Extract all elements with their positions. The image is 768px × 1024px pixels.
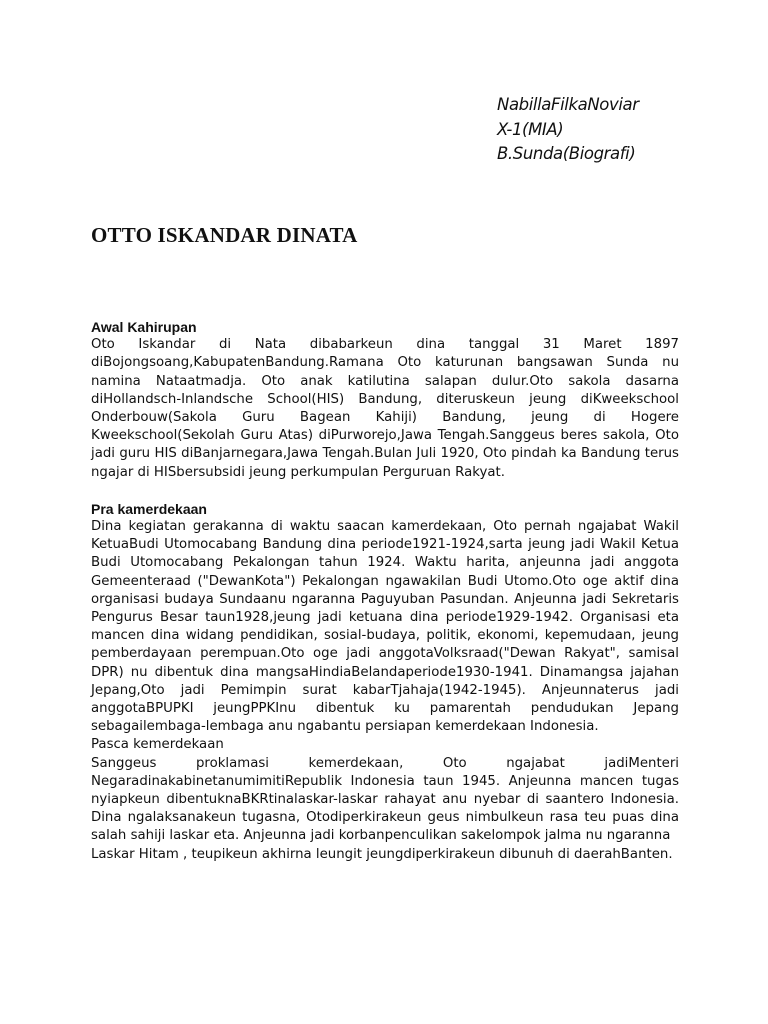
paragraph-pra: Dina kegiatan gerakanna di waktu saacan kamerdekaan, Oto pernah ngajabat Wakil KetuaBudi Utomocabang Bandung dina periode1921-1924,sarta jeung jadi Wakil Ketua Budi Utomocabang Pekalongan tahun 1924. Waktu harita, anjeunna jadi anggota Gemeenteraad ("DewanKota") Pekalongan ngawakilan Budi Utomo.Oto oge aktif dina organisasi budaya Sundaanu ngaranna Paguyuban Pasundan. Anjeunna jadi Sekretaris Pengurus Besar taun1928,jeung jadi ketuana dina periode1929-1942. Organisasi eta mancen dina widang pendidikan, sosial-budaya, politik, ekonomi, kepemudaan, jeung pemberdayaan perempuan.Oto oge jadi anggotaVolksraad("Dewan Rakyat", samisal DPR) nu dibentuk dina mangsaHindiaBelandaperiode1930-1941. Dinamangsa jajahan Jepang,Oto jadi Pemimpin surat kabarTjahaja(1942-1945). Anjeunnaterus jadi anggotaBPUPKI jeungPPKInu dibentuk ku pamarentah pendudukan Jepang sebagailembaga-lembaga anu ngabantu persiapan kemerdekaan Indonesia. — [91, 519, 679, 735]
section-heading-awal: Awal Kahirupan — [91, 319, 197, 335]
author-header — [497, 93, 747, 167]
section-heading-pra: Pra kamerdekaan — [91, 500, 207, 517]
document-body — [91, 318, 679, 864]
paragraph-pasca-2: Laskar Hitam , teupikeun akhirna leungit jeungdiperkirakeun dibunuh di daerahBanten. — [91, 846, 673, 862]
section-heading-pasca: Pasca kemerdekaan — [91, 737, 224, 753]
author-class: X-1(MIA) — [497, 119, 564, 139]
author-name: NabillaFilkaNoviar — [497, 95, 639, 114]
paragraph-awal: Oto Iskandar di Nata dibabarkeun dina tanggal 31 Maret 1897 diBojongsoang,KabupatenBandung.Ramana Oto katurunan bangsawan Sunda nu namina Nataatmadja. Oto anak katilutina salapan dulur.Oto sakola dasarna diHollandsch-Inlandsche School(HIS) Bandung, diteruskeun jeung diKweekschool Onderbouw(Sakola Guru Bagean Kahiji) Bandung, jeung di Hogere Kweekschool(Sekolah Guru Atas) diPurworejo,Jawa Tengah.Sanggeus beres sakola, Oto jadi guru HIS diBanjarnegara,Jawa Tengah.Bulan Juli 1920, Oto pindah ka Bandung terus ngajar di HISbersubsidi jeung perkumpulan Perguruan Rakyat. — [91, 337, 679, 480]
document-title: OTTO ISKANDAR DINATA — [91, 223, 358, 247]
paragraph-gap — [91, 482, 679, 500]
paragraph-pasca: Sanggeus proklamasi kemerdekaan, Oto ngajabat jadiMenteri NegaradinakabinetanumimitiRepublik Indonesia taun 1945. Anjeunna mancen tugas nyiapkeun dibentuknaBKRtinalaskar-laskar rahayat anu nyebar di saantero Indonesia. Dina ngalaksanakeun tugasna, Otodiperkirakeun geus nimbulkeun rasa teu puas dina salah sahiji laskar eta. Anjeunna jadi korbanpenculikan sakelompok jalma nu ngaranna — [91, 755, 679, 844]
author-subject: B.Sunda(Biografi) — [497, 144, 636, 163]
